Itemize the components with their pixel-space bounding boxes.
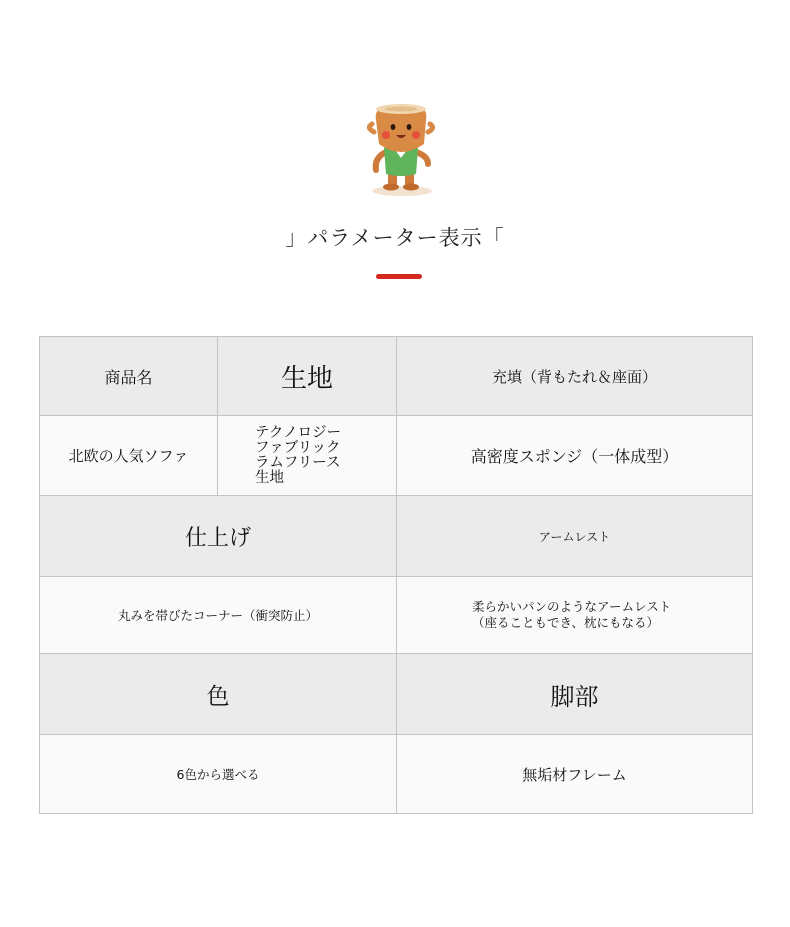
value-color: 6色から選べる: [40, 735, 396, 813]
header-product-name: 商品名: [40, 337, 217, 415]
table-col-divider: [396, 336, 397, 814]
header-fabric: 生地: [218, 337, 396, 415]
tree-stump-mascot-icon: [362, 100, 440, 200]
header-color: 色: [40, 654, 396, 734]
fabric-line-2: ファブリック: [255, 439, 341, 456]
header-armrest: アームレスト: [397, 496, 752, 576]
header-finish: 仕上げ: [40, 496, 396, 576]
value-legs: 無垢材フレーム: [397, 735, 752, 813]
table-border-left: [39, 336, 40, 814]
value-product-name: 北欧の人気ソファ: [40, 416, 217, 495]
value-filling: 高密度スポンジ（一体成型）: [397, 416, 752, 495]
title-underline: [376, 274, 422, 279]
page-title: 」パラメーター表示「: [285, 226, 505, 250]
fabric-line-3: ラムフリース: [255, 454, 341, 471]
table-col-divider: [217, 336, 218, 496]
fabric-line-4: 生地: [255, 469, 284, 486]
value-fabric: [218, 416, 396, 495]
header-filling: 充填（背もたれ＆座面）: [397, 337, 752, 415]
fabric-line-1: テクノロジー: [255, 424, 342, 441]
value-finish: 丸みを帯びたコーナー（衝突防止）: [40, 577, 396, 653]
header-legs: 脚部: [397, 654, 752, 734]
value-armrest: 柔らかいパンのようなアームレスト（座ることもでき、枕にもなる）: [397, 577, 752, 653]
table-border-right: [752, 336, 753, 814]
